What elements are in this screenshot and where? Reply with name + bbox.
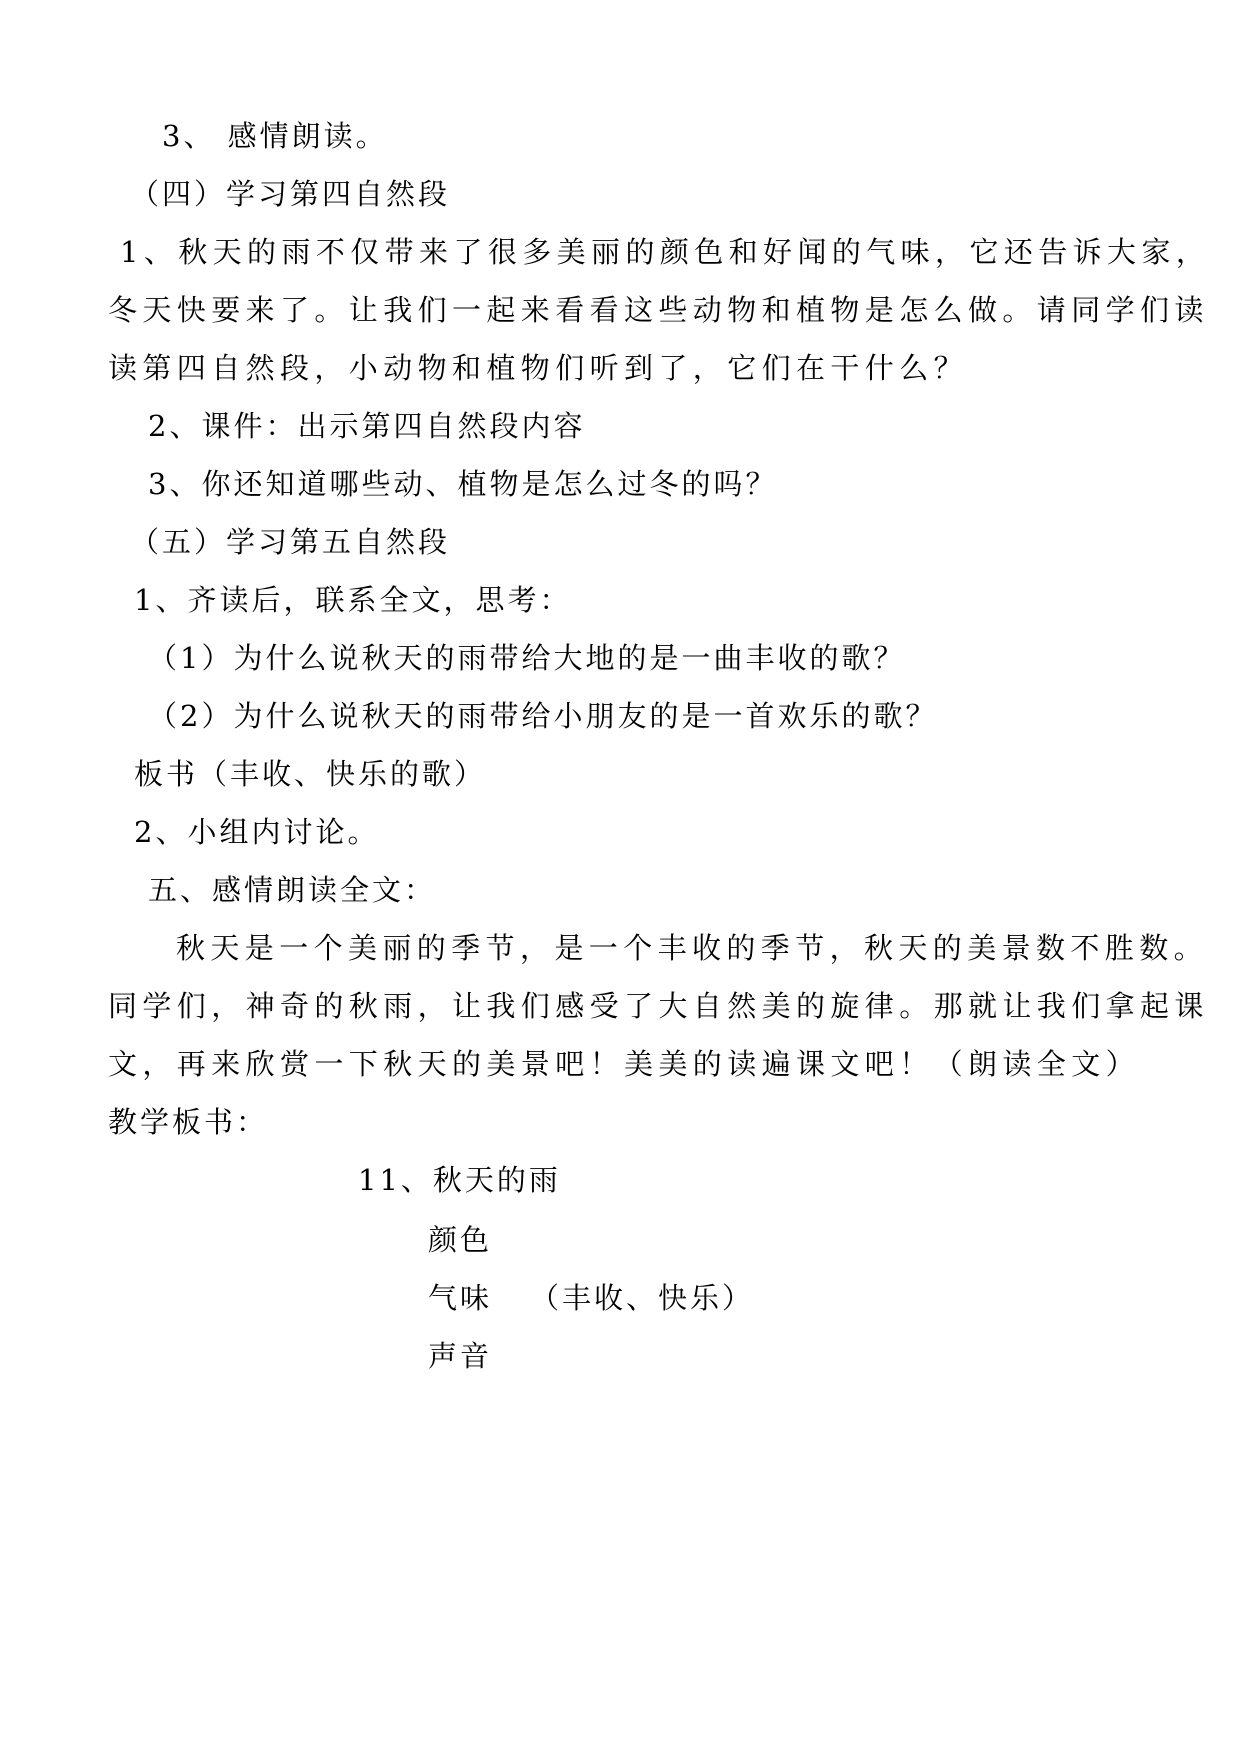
summary-line-3: 文，再来欣赏一下秋天的美景吧！美美的读遍课文吧！（朗读全文） <box>108 1047 1141 1081</box>
paragraph-line-1: 1、秋天的雨不仅带来了很多美丽的颜色和好闻的气味，它还告诉大家， <box>120 235 1211 269</box>
line-courseware: 2、课件：出示第四自然段内容 <box>148 409 586 443</box>
board-title: 11、秋天的雨 <box>358 1163 561 1197</box>
line-read-think: 1、齐读后，联系全文，思考： <box>134 583 572 617</box>
heading-read-full-text: 五、感情朗读全文： <box>148 873 437 907</box>
line-feeling-reading: 3、 感情朗读。 <box>162 119 388 153</box>
line-group-discussion: 2、小组内讨论。 <box>134 815 380 849</box>
board-note: （丰收、快乐） <box>530 1281 755 1315</box>
summary-line-1: 秋天是一个美丽的季节，是一个丰收的季节，秋天的美景数不胜数。 <box>176 931 1209 965</box>
line-question-winter: 3、你还知道哪些动、植物是怎么过冬的吗？ <box>148 467 778 501</box>
question-1: （1）为什么说秋天的雨带给大地的是一曲丰收的歌？ <box>148 641 906 675</box>
question-2: （2）为什么说秋天的雨带给小朋友的是一首欢乐的歌？ <box>148 699 938 733</box>
heading-teaching-board: 教学板书： <box>108 1105 269 1139</box>
paragraph-line-2: 冬天快要来了。让我们一起来看看这些动物和植物是怎么做。请同学们读 <box>108 293 1209 327</box>
board-item-sound: 声音 <box>428 1339 493 1373</box>
summary-line-2: 同学们，神奇的秋雨，让我们感受了大自然美的旋律。那就让我们拿起课 <box>108 989 1209 1023</box>
line-board-note: 板书（丰收、快乐的歌） <box>134 757 487 791</box>
board-item-color: 颜色 <box>428 1223 493 1257</box>
heading-part-five: （五）学习第五自然段 <box>130 525 451 559</box>
paragraph-line-3: 读第四自然段，小动物和植物们听到了，它们在干什么？ <box>108 351 969 385</box>
board-item-smell: 气味 <box>428 1281 493 1315</box>
heading-part-four: （四）学习第四自然段 <box>130 177 451 211</box>
